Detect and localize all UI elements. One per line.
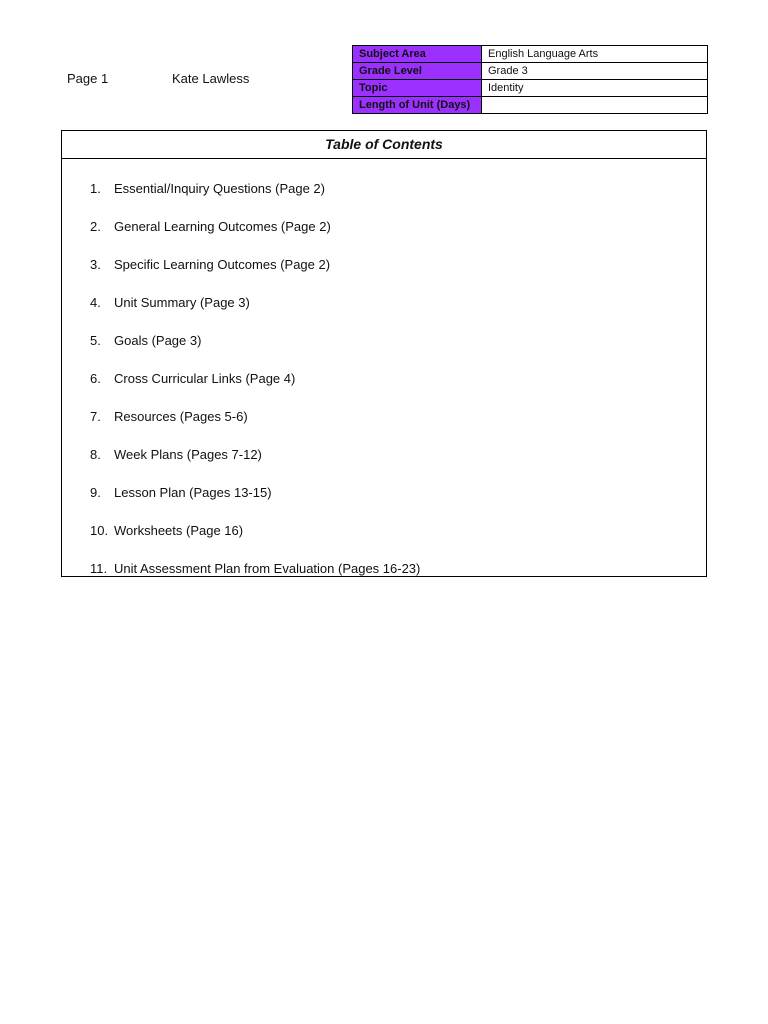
subject-area-value: English Language Arts — [482, 46, 708, 63]
toc-item-text: Unit Summary (Page 3) — [114, 295, 250, 310]
toc-item-text: General Learning Outcomes (Page 2) — [114, 219, 331, 234]
table-of-contents — [61, 130, 707, 577]
topic-value: Identity — [482, 80, 708, 97]
toc-item-text: Resources (Pages 5-6) — [114, 409, 248, 424]
toc-item-number: 4. — [90, 295, 101, 310]
toc-item-text: Goals (Page 3) — [114, 333, 202, 348]
toc-item-text: Worksheets (Page 16) — [114, 523, 244, 538]
toc-item-number: 5. — [90, 333, 101, 348]
toc-item-number: 2. — [90, 219, 101, 234]
toc-title: Table of Contents — [62, 131, 706, 159]
list-item — [90, 371, 420, 409]
list-item — [90, 409, 420, 447]
topic-label: Topic — [353, 80, 482, 97]
list-item — [90, 447, 420, 485]
toc-item-text: Specific Learning Outcomes (Page 2) — [114, 257, 331, 272]
toc-item-number: 11. — [90, 561, 108, 576]
table-row — [353, 80, 708, 97]
toc-item-number: 10. — [90, 523, 109, 538]
toc-item-number: 9. — [90, 485, 101, 500]
toc-item-number: 1. — [90, 181, 101, 196]
list-item — [90, 485, 420, 523]
toc-item-text: Lesson Plan (Pages 13-15) — [114, 485, 272, 500]
list-item — [90, 523, 420, 561]
unit-length-value — [482, 97, 708, 114]
unit-length-label: Length of Unit (Days) — [353, 97, 482, 114]
toc-item-number: 7. — [90, 409, 101, 424]
list-item — [90, 219, 420, 257]
toc-item-text: Unit Assessment Plan from Evaluation (Pages 16-23) — [114, 561, 421, 576]
toc-item-number: 6. — [90, 371, 101, 386]
page-number: Page 1 — [67, 71, 109, 86]
table-row — [353, 46, 708, 63]
toc-item-number: 3. — [90, 257, 101, 272]
toc-item-number: 8. — [90, 447, 101, 462]
list-item — [90, 181, 420, 219]
grade-level-value: Grade 3 — [482, 63, 708, 80]
list-item — [90, 295, 420, 333]
toc-item-text: Essential/Inquiry Questions (Page 2) — [114, 181, 325, 196]
toc-item-text: Week Plans (Pages 7-12) — [114, 447, 262, 462]
toc-item-text: Cross Curricular Links (Page 4) — [114, 371, 296, 386]
list-item — [90, 333, 420, 371]
subject-area-label: Subject Area — [353, 46, 482, 63]
table-row — [353, 63, 708, 80]
grade-level-label: Grade Level — [353, 63, 482, 80]
list-item — [90, 257, 420, 295]
unit-info-table — [352, 45, 708, 114]
list-item — [90, 561, 420, 599]
author-name: Kate Lawless — [172, 71, 250, 86]
table-row — [353, 97, 708, 114]
toc-list — [90, 181, 420, 599]
